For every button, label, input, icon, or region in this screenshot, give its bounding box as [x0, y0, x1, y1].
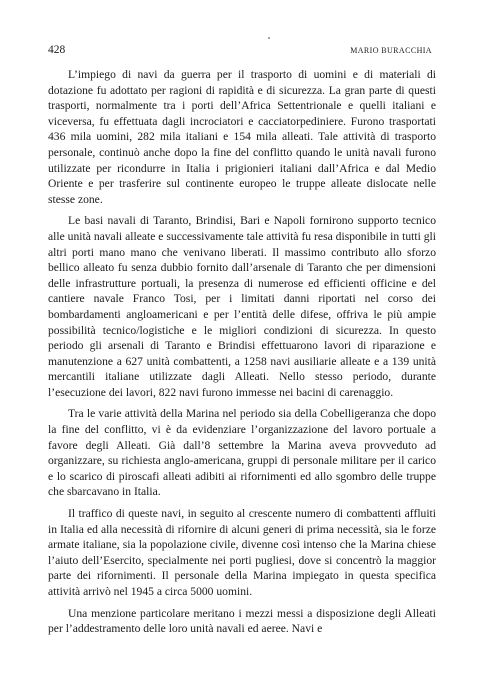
running-head-author: MARIO BURACCHIA — [350, 46, 432, 55]
paragraph-3: Tra le varie attività della Marina nel periodo sia della Cobelligeranza che dopo la fine del conflitto, vi è da evidenziare l’organizzazione del lavoro portuale a favore degli Alleati. Già dall’8 settembre la Marina aveva provveduto ad organizzare, su richiesta anglo-americana, gruppi di personale militare per il carico e lo scarico di piroscafi alleati adibiti ai rifornimenti ed allo sgombro delle truppe che sbarcavano in Italia. — [48, 407, 436, 499]
paragraph-2: Le basi navali di Taranto, Brindisi, Bari e Napoli fornirono supporto tecnico alle unità navali alleate e successivamente tale attività fu resa disponibile in tutti gli altri porti mano mano che venivano liberati. Il massimo contributo allo sforzo bellico alleato fu senza dubbio fornito dall’arsenale di Taranto che per dimensioni delle infrastrutture portuali, la presenza di numerose ed efficienti officine e del cantiere navale Franco Tosi, per i limitati danni riportati nel corso dei bombardamenti angloamericani e per l’entità delle difese, offriva le più ampie possibilità tecnico/logistiche e le migliori condizioni di sicurezza. In questo periodo gli arsenali di Taranto e Brindisi effettuarono lavori di riparazione e manutenzione a 627 unità combattenti, a 1258 navi ausiliarie alleate e a 139 unità mercantili italiane utilizzate dagli Alleati. Nello stesso periodo, durante l’esecuzione dei lavori, 822 navi furono immesse nei bacini di carenaggio. — [48, 214, 436, 399]
running-head — [48, 44, 432, 58]
paragraph-1: L’impiego di navi da guerra per il trasporto di uomini e di materiali di dotazione fu adottato per ragioni di rapidità e di sicurezza. La gran parte di questi trasporti, normalmente tra i porti dell’Africa Settentrionale e quelli italiani e viceversa, fu effettuata dagli incrociatori e cacciatorpediniere. Furono trasportati 436 mila uomini, 282 mila italiani e 154 mila alleati. Tale attività di trasporto personale, continuò anche dopo la fine del conflitto quando le unità navali furono utilizzate per ricondurre in Italia i prigionieri italiani dall’Africa e dal Medio Oriente e per trasferire sul continente europeo le truppe alleate dislocate nelle stesse zone. — [48, 68, 436, 206]
paragraph-4: Il traffico di queste navi, in seguito al crescente numero di combattenti affluiti in Italia ed alla necessità di rifornire di alcuni generi di prima necessità, sia le forze armate italiane, sia la popolazione civile, divenne così intenso che la Marina chiese l’aiuto dell’Esercito, specialmente nei porti pugliesi, dove si concentrò la maggior parte dei rifornimenti. Il personale della Marina impiegato in questa specifica attività arrivò nel 1945 a circa 5000 uomini. — [48, 507, 436, 598]
page-number: 428 — [48, 44, 66, 56]
body-text — [48, 67, 436, 643]
paragraph-5: Una menzione particolare meritano i mezzi messi a disposizione degli Alleati per l’addestramento delle loro unità navali ed aeree. Navi e — [48, 606, 436, 636]
print-speck — [268, 37, 270, 39]
